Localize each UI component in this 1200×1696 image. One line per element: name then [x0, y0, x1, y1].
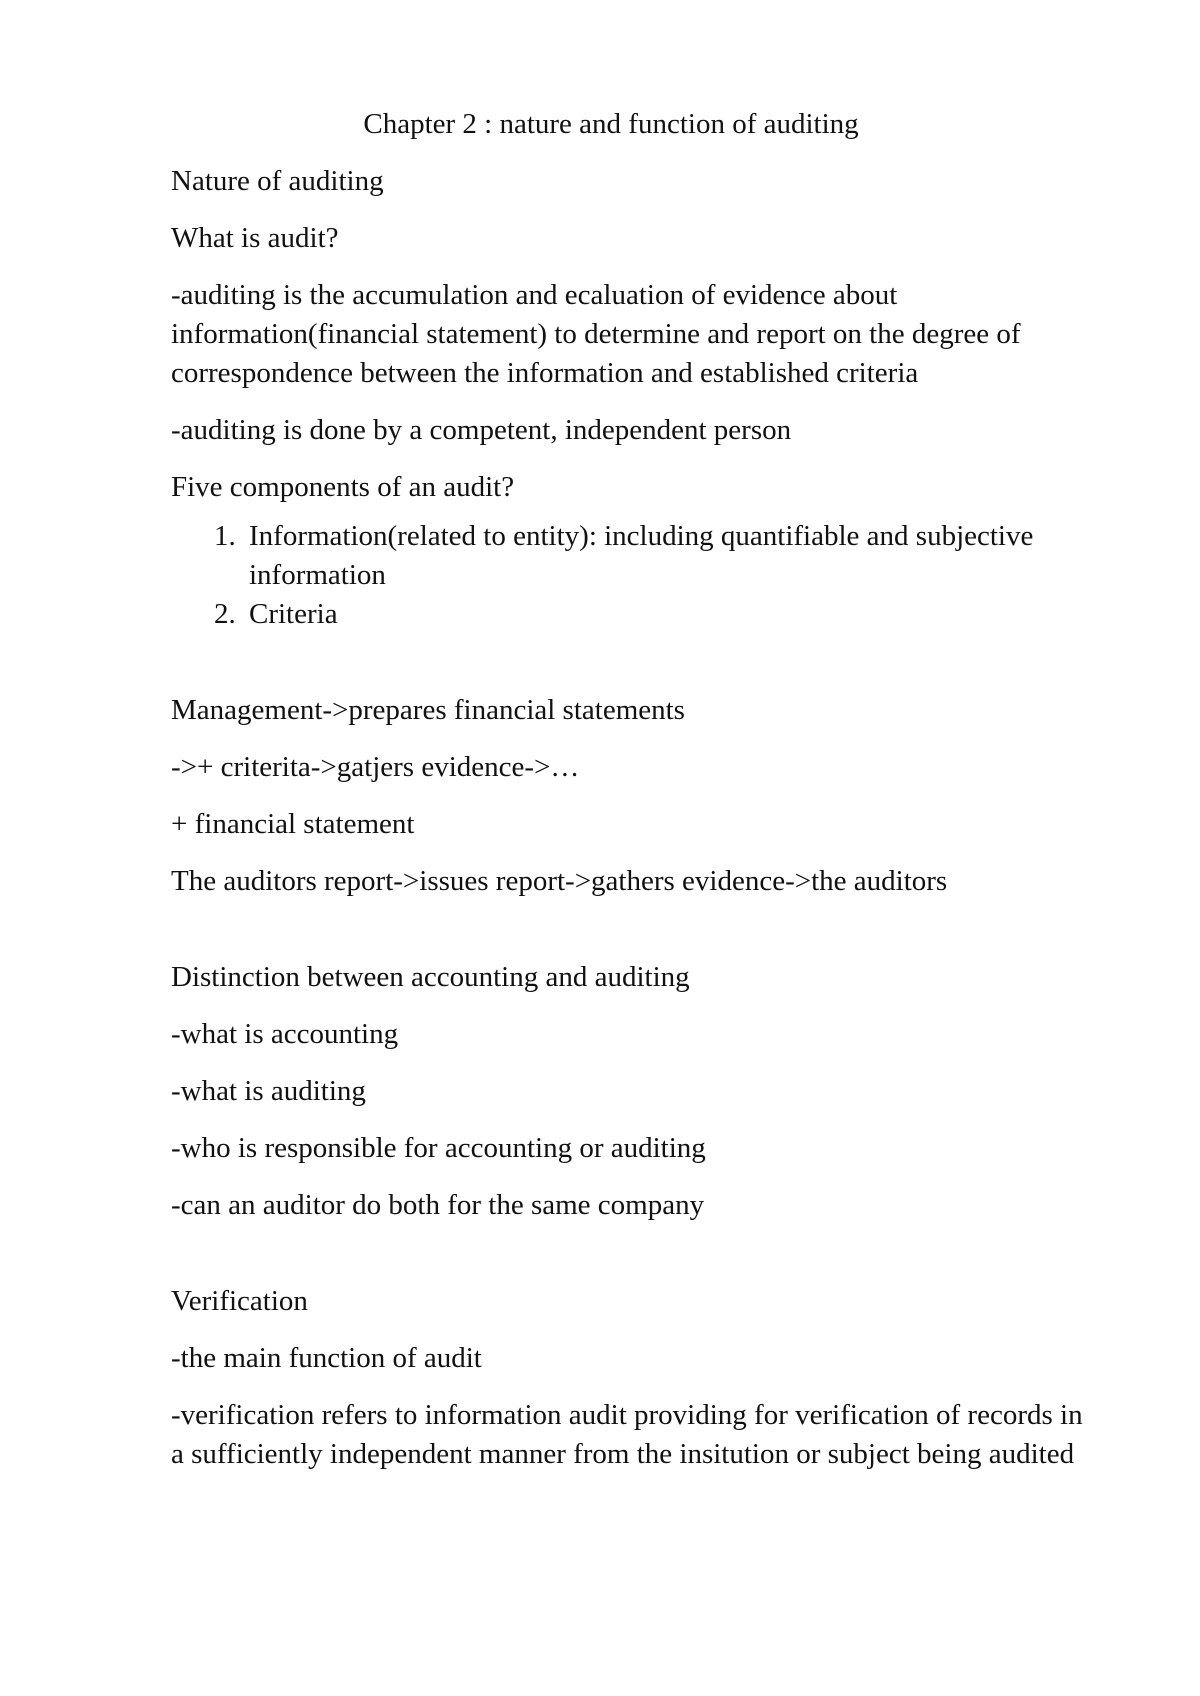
list-item: -what is auditing [171, 1075, 366, 1107]
list-item: 1. Information(related to entity): including quantifiable and subjective information [243, 517, 1101, 595]
question-what-is-audit: What is audit? [171, 222, 339, 254]
list-item: -who is responsible for accounting or auditing [171, 1132, 706, 1164]
flow-line-4: The auditors report->issues report->gathers evidence->the auditors [171, 865, 948, 897]
audit-definition: -auditing is the accumulation and ecaluation of evidence about information(financial statement) to determine and report on the degree of correspondence between the information and established criteria [171, 279, 1021, 389]
list-item: -verification refers to information audit providing for verification of records in a sufficiently independent manner from the insitution or subject being audited [171, 1399, 1083, 1470]
list-item: -what is accounting [171, 1018, 399, 1050]
document-body [171, 105, 1101, 1492]
chapter-title: Chapter 2 : nature and function of auditing [363, 108, 859, 140]
audit-performer: -auditing is done by a competent, independent person [171, 414, 792, 446]
section-heading-five-components: Five components of an audit? [171, 471, 515, 503]
section-heading-distinction: Distinction between accounting and auditing [171, 961, 690, 993]
blank-line [171, 1243, 1101, 1282]
section-heading-nature: Nature of auditing [171, 165, 384, 197]
blank-line [171, 652, 1101, 691]
components-list [171, 517, 1101, 634]
flow-line-2: ->+ criterita->gatjers evidence->… [171, 751, 580, 783]
list-item: 2. Criteria [243, 595, 1101, 634]
flow-line-3: + financial statement [171, 808, 415, 840]
flow-line-1: Management->prepares financial statements [171, 694, 685, 726]
list-item: -the main function of audit [171, 1342, 482, 1374]
blank-line [171, 919, 1101, 958]
list-item: -can an auditor do both for the same company [171, 1189, 705, 1221]
section-heading-verification: Verification [171, 1285, 308, 1317]
